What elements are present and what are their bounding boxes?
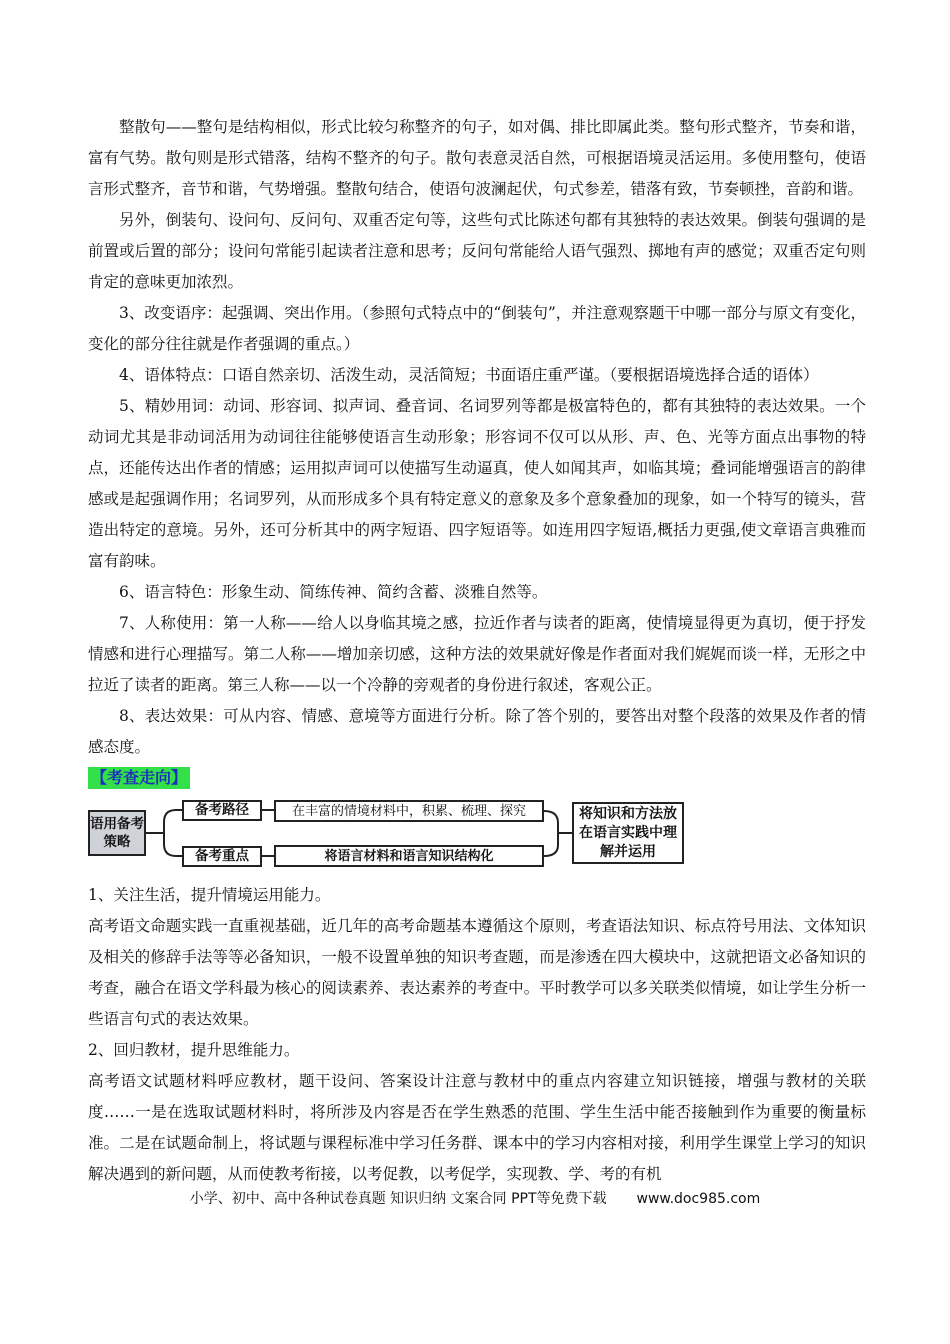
paragraph-item-7: 7、人称使用：第一人称——给人以身临其境之感，拉近作者与读者的距离，使情境显得更为真切，便于抒发情感和进行心理描写。第二人称——增加亲切感，这种方法的效果就好像是作者面对我们娓娓而谈一样，无形之中拉近了读者的距离。第三人称——以一个冷静的旁观者的身份进行叙述，客观公正。 (88, 614, 866, 694)
item-2-body: 高考语文试题材料呼应教材，题干设问、答案设计注意与教材中的重点内容建立知识链接，增强与教材的关联度……一是在选取试题材料时，将所涉及内容是否在学生熟悉的范围、学生生活中能否接触到作为重要的衡量标准。二是在试题命制上，将试题与课程标准中学习任务群、课本中的学习内容相对接，利用学生课堂上学习的知识解决遇到的新问题，从而使教考衔接，以考促教，以考促学，实现教、学、考的有机 (88, 1072, 866, 1183)
strategy-diagram (88, 800, 688, 876)
paragraph-other-sentences: 另外，倒装句、设问句、反问句、双重否定句等，这些句式比陈述句都有其独特的表达效果。倒装句强调的是前置或后置的部分；设问句常能引起读者注意和思考；反问句常能给人语气强烈、掷地有声的感觉；双重否定句则肯定的意味更加浓烈。 (88, 211, 866, 291)
section-heading-label: 【考查走向】 (88, 767, 190, 789)
document-body (88, 112, 866, 1190)
diagram-result-node: 将知识和方法放在语言实践中理解并运用 (572, 802, 684, 864)
diagram-path-content: 在丰富的情境材料中，积累、梳理、探究 (274, 800, 544, 822)
diagram-branch-path: 备考路径 (182, 800, 262, 821)
footer-text: 小学、初中、高中各种试卷真题 知识归纳 文案合同 PPT等免费下载 (189, 1191, 607, 1207)
paragraph-item-6: 6、语言特色：形象生动、简练传神、简约含蓄、淡雅自然等。 (119, 583, 548, 601)
diagram-focus-content: 将语言材料和语言知识结构化 (274, 845, 544, 867)
paragraph-item-5: 5、精妙用词：动词、形容词、拟声词、叠音词、名词罗列等都是极富特色的，都有其独特的表达效果。一个动词尤其是非动词活用为动词往往能够使语言生动形象；形容词不仅可以从形、声、色、光等方面点出事物的特点，还能传达出作者的情感；运用拟声词可以使描写生动逼真，使人如闻其声，如临其境；叠词能增强语言的韵律感或是起强调作用；名词罗列，从而形成多个具有特定意义的意象及多个意象叠加的现象，如一个特写的镜头，营造出特定的意境。另外，还可分析其中的两字短语、四字短语等。如连用四字短语,概括力更强,使文章语言典雅而富有韵味。 (88, 397, 866, 570)
diagram-branch-focus: 备考重点 (182, 846, 262, 867)
item-1-title: 1、关注生活，提升情境运用能力。 (88, 886, 331, 904)
footer-site-link[interactable]: www.doc985.com (636, 1191, 761, 1207)
paragraph-zhengsan: 整散句——整句是结构相似，形式比较匀称整齐的句子，如对偶、排比即属此类。整句形式整齐，节奏和谐，富有气势。散句则是形式错落，结构不整齐的句子。散句表意灵活自然，可根据语境灵活运用。多使用整句，使语言形式整齐，音节和谐，气势增强。整散句结合，使语句波澜起伏，句式参差，错落有致，节奏顿挫，音韵和谐。 (88, 118, 866, 198)
paragraph-item-8: 8、表达效果：可从内容、情感、意境等方面进行分析。除了答个别的，要答出对整个段落的效果及作者的情感态度。 (88, 707, 866, 756)
paragraph-item-4: 4、语体特点：口语自然亲切、活泼生动，灵活简短；书面语庄重严谨。（要根据语境选择合适的语体） (119, 366, 819, 384)
connector-right-bracket (544, 811, 558, 856)
page-footer (0, 1188, 950, 1208)
connector-left-bracket (164, 810, 176, 856)
item-1-body: 高考语文命题实践一直重视基础，近几年的高考命题基本遵循这个原则，考查语法知识、标点符号用法、文体知识及相关的修辞手法等等必备知识，一般不设置单独的知识考查题，而是渗透在四大模块中，这就把语文必备知识的考查，融合在语文学科最为核心的阅读素养、表达素养的考查中。平时教学可以多关联类似情境，如让学生分析一些语言句式的表达效果。 (88, 917, 866, 1028)
diagram-root-node: 语用备考策略 (88, 810, 146, 856)
section-heading (88, 763, 866, 794)
paragraph-item-3: 3、改变语序：起强调、突出作用。（参照句式特点中的“倒装句”，并注意观察题干中哪一部分与原文有变化，变化的部分往往就是作者强调的重点。） (88, 304, 866, 353)
item-2-title: 2、回归教材，提升思维能力。 (88, 1041, 300, 1059)
